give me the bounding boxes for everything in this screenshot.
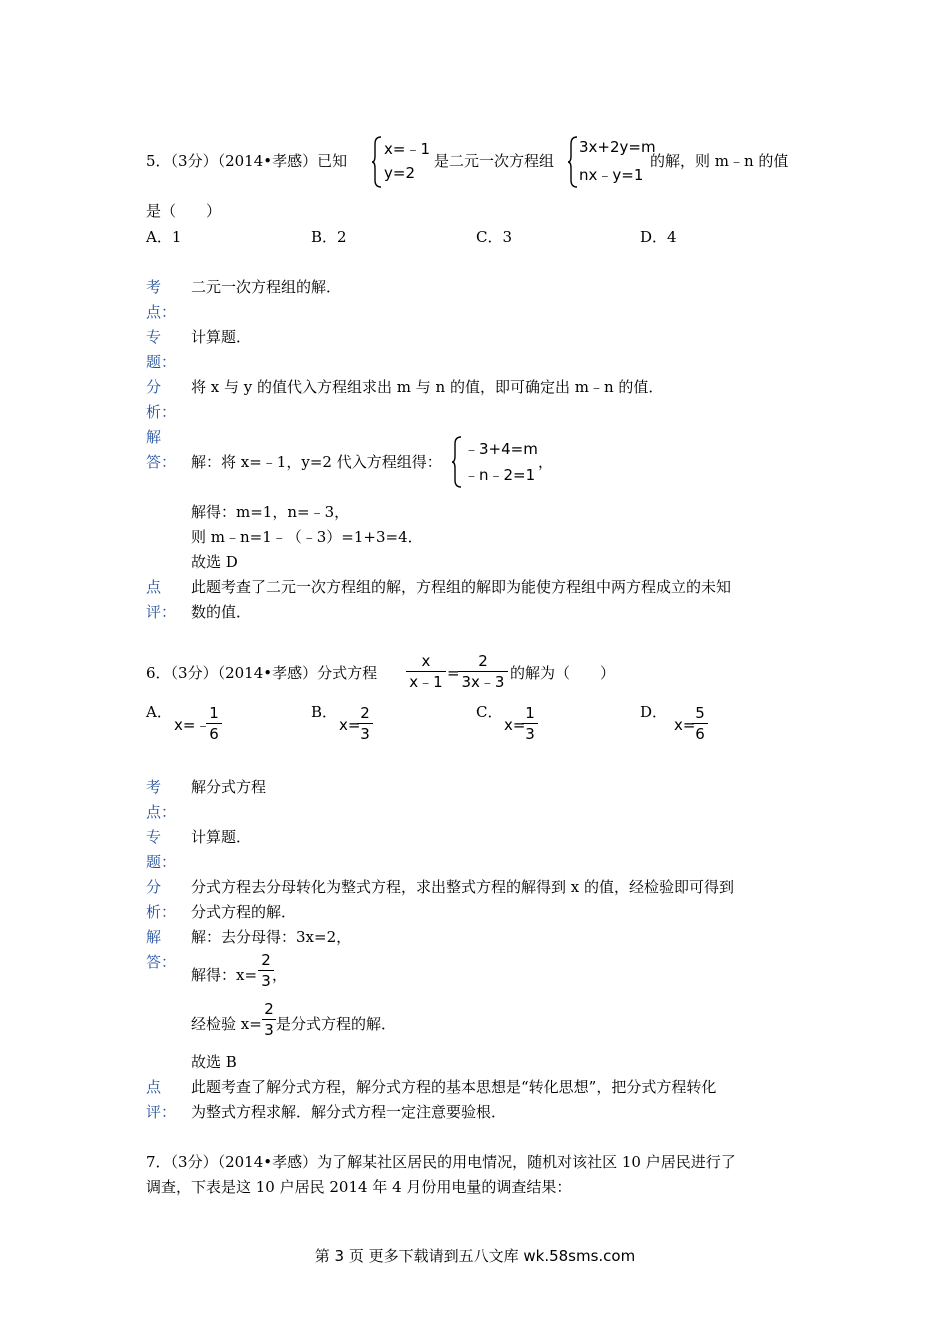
page-footer: 第 3 页 更多下载请到五八文库 wk.58sms.com <box>314 1247 636 1265</box>
fraction-numerator: 2 <box>264 1000 274 1018</box>
system-row: ﹣3+4=m <box>464 440 538 458</box>
q5-dianping-line: 数的值． <box>191 603 252 621</box>
q5-option-a: A．1 <box>146 228 182 246</box>
fraction-numerator: 2 <box>261 951 271 969</box>
q5-jieda-line: 则 m﹣n=1﹣（﹣3）=1+3=4． <box>191 528 423 546</box>
label-jieda: 答： <box>146 953 177 971</box>
q6-fenxi-line: 分式方程的解． <box>191 903 297 921</box>
q5-stem-mid: 是二元一次方程组 <box>434 152 555 170</box>
q6-fraction-right <box>458 652 508 691</box>
fraction-denominator: 3x﹣3 <box>461 673 505 691</box>
q6-option-a-label: A． <box>146 703 172 721</box>
label-kaodian: 点： <box>146 803 177 821</box>
q6-dianping-line: 为整式方程求解．解分式方程一定注意要验根． <box>191 1103 507 1121</box>
label-fenxi: 分 <box>146 878 162 896</box>
q5-fenxi-text: 将 x 与 y 的值代入方程组求出 m 与 n 的值，即可确定出 m﹣n 的值． <box>191 378 664 396</box>
q5-equation-system <box>568 136 656 188</box>
q6-jieda-line2-suffix: ， <box>272 966 288 984</box>
q6-option-d-prefix: x= <box>674 716 696 734</box>
q6-stem-suffix: 的解为（ ） <box>510 664 616 682</box>
system-row: 3x+2y=m <box>579 138 656 156</box>
q6-dianping-line: 此题考查了解分式方程，解分式方程的基本思想是“转化思想”，把分式方程转化 <box>191 1078 717 1096</box>
label-dianping: 评： <box>146 1103 177 1121</box>
q6-jieda-line1: 解：去分母得：3x=2， <box>191 928 352 946</box>
system-row: ﹣n﹣2=1 <box>464 466 536 484</box>
label-fenxi: 分 <box>146 378 162 396</box>
q6-jieda-line3-prefix: 经检验 x= <box>191 1015 262 1033</box>
fraction-numerator: 2 <box>478 652 488 670</box>
q6-fenxi-line: 分式方程去分母转化为整式方程，求出整式方程的解得到 x 的值，经检验即可得到 <box>191 878 734 896</box>
q5-substituted-system <box>452 436 548 488</box>
q5-jieda-comma: ， <box>538 453 554 471</box>
system-row: x=﹣1 <box>384 140 430 158</box>
fraction-numerator: x <box>421 652 431 670</box>
fraction-denominator: 6 <box>695 725 705 743</box>
label-dianping: 评： <box>146 603 177 621</box>
q5-stem-line2: 是（ ） <box>146 202 222 220</box>
q6-fraction-left <box>406 652 446 691</box>
q5-given-system <box>372 136 442 188</box>
q6-zhuanti-text: 计算题． <box>191 828 252 846</box>
q6-jieda-line4: 故选 B <box>191 1053 237 1071</box>
q5-jieda-prefix: 解：将 x=﹣1，y=2 代入方程组得： <box>191 453 442 471</box>
label-jieda: 解 <box>146 928 162 946</box>
label-zhuanti: 题： <box>146 853 177 871</box>
fraction-numerator: 1 <box>525 704 535 722</box>
fraction-numerator: 5 <box>695 704 705 722</box>
q6-option-c-label: C． <box>476 703 503 721</box>
label-dianping: 点 <box>146 1078 162 1096</box>
fraction-denominator: 3 <box>264 1021 274 1039</box>
label-fenxi: 析： <box>146 903 177 921</box>
system-row: nx﹣y=1 <box>579 166 644 184</box>
q6-option-b-label: B． <box>311 703 338 721</box>
fraction-denominator: x﹣1 <box>409 673 443 691</box>
q5-option-d: D．4 <box>640 228 677 246</box>
q6-option-a-fraction <box>206 704 222 743</box>
label-zhuanti: 题： <box>146 353 177 371</box>
q5-dianping-line: 此题考查了二元一次方程组的解，方程组的解即为能使方程组中两方程成立的未知 <box>191 578 732 596</box>
q5-jieda-line: 故选 D <box>191 553 238 571</box>
q6-option-d-fraction <box>692 704 708 743</box>
q6-stem-prefix: 6．（3分）（2014•孝感）分式方程 <box>146 664 378 682</box>
label-fenxi: 析： <box>146 403 177 421</box>
left-brace-icon <box>452 436 462 488</box>
q6-equals-sign: = <box>447 664 460 682</box>
fraction-numerator: 2 <box>360 704 370 722</box>
q5-jieda-line: 解得：m=1，n=﹣3， <box>191 503 350 521</box>
fraction-numerator: 1 <box>209 704 219 722</box>
fraction-denominator: 3 <box>261 972 271 990</box>
label-kaodian: 考 <box>146 278 162 296</box>
label-kaodian: 点： <box>146 303 177 321</box>
fraction-denominator: 3 <box>525 725 535 743</box>
q5-option-c: C．3 <box>476 228 513 246</box>
system-row: y=2 <box>384 164 415 182</box>
left-brace-icon <box>372 136 382 188</box>
q6-option-c-fraction <box>522 704 538 743</box>
q6-option-c-prefix: x= <box>504 716 526 734</box>
q6-jieda-line3-suffix: 是分式方程的解． <box>276 1015 397 1033</box>
label-dianping: 点 <box>146 578 162 596</box>
label-jieda: 解 <box>146 428 162 446</box>
q5-option-b: B．2 <box>311 228 347 246</box>
q5-stem-prefix: 5．（3分）（2014•孝感）已知 <box>146 152 348 170</box>
left-brace-icon <box>568 136 578 188</box>
q6-option-a-prefix: x=﹣ <box>174 716 211 734</box>
label-jieda: 答： <box>146 453 177 471</box>
fraction-denominator: 3 <box>360 725 370 743</box>
q6-option-b-prefix: x= <box>339 716 361 734</box>
label-kaodian: 考 <box>146 778 162 796</box>
label-zhuanti: 专 <box>146 828 162 846</box>
q6-option-d-label: D． <box>640 703 668 721</box>
q6-kaodian-text: 解分式方程 <box>191 778 267 796</box>
q5-kaodian-text: 二元一次方程组的解． <box>191 278 342 296</box>
q6-check-fraction <box>262 1000 276 1039</box>
label-zhuanti: 专 <box>146 328 162 346</box>
q5-zhuanti-text: 计算题． <box>191 328 252 346</box>
q5-stem-suffix: 的解，则 m﹣n 的值 <box>650 152 789 170</box>
q6-jieda-line2-prefix: 解得：x= <box>191 966 258 984</box>
q6-option-b-fraction <box>357 704 373 743</box>
q7-stem-line: 7．（3分）（2014•孝感）为了解某社区居民的用电情况，随机对该社区 10 户居民进行了 <box>146 1153 736 1171</box>
q7-stem-line: 调查，下表是这 10 户居民 2014 年 4 月份用电量的调查结果： <box>146 1178 572 1196</box>
fraction-denominator: 6 <box>209 725 219 743</box>
